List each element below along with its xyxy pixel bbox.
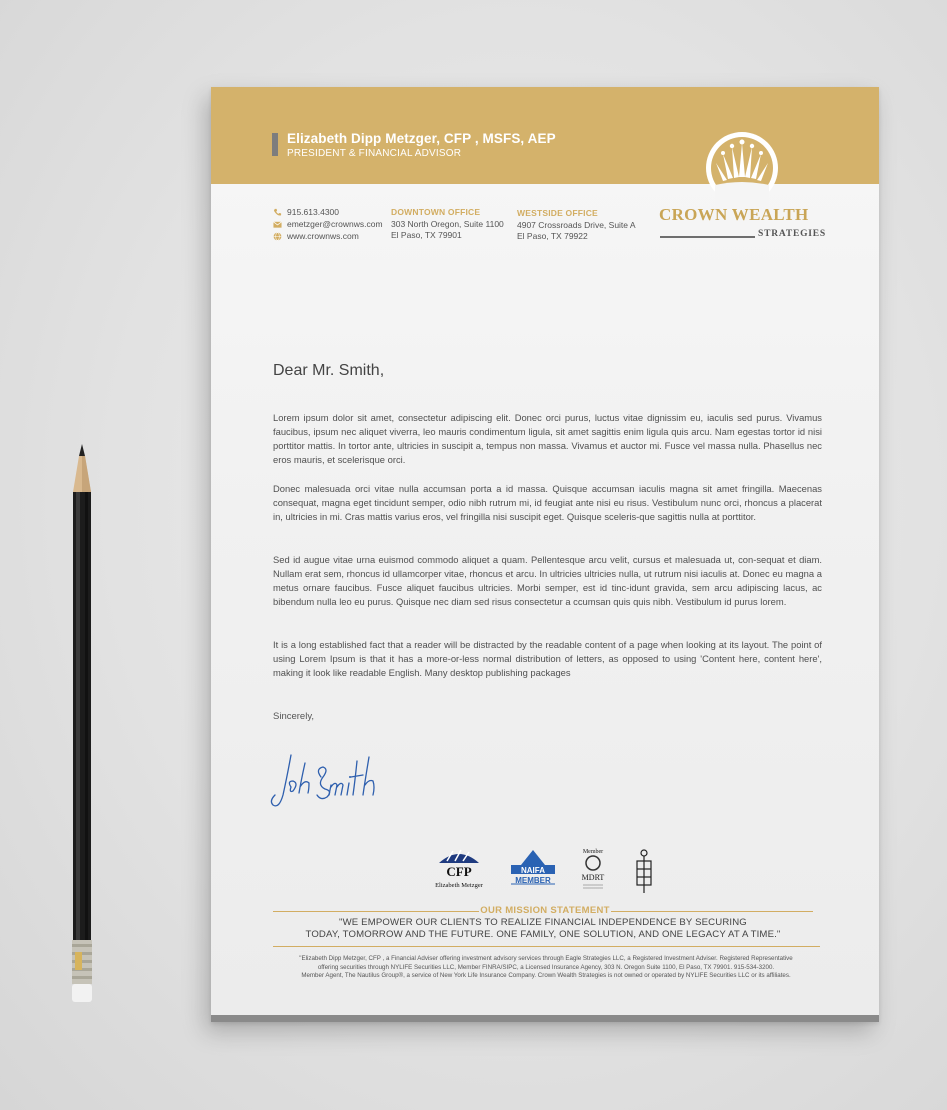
contact-phone: [273, 206, 383, 218]
mdrt-seal-icon: [586, 856, 600, 870]
disclaimer: [268, 955, 824, 981]
mission-line: "WE EMPOWER OUR CLIENTS TO REALIZE FINANCIAL INDEPENDENCE BY SECURING: [339, 917, 747, 928]
letter-greeting: Dear Mr. Smith,: [273, 362, 385, 379]
disclaimer-line: offering securities through NYLIFE Securities LLC, Member FINRA/SIPC, a Licensed Insurance Agency, 303 N. Oregon Suite 1100, El Paso, TX 79901. 915-534-3200.: [317, 963, 775, 971]
badges-row: [433, 847, 663, 897]
cfp-name: Elizabeth Metzger: [435, 882, 483, 889]
office-heading: WESTSIDE OFFICE: [517, 208, 598, 218]
body-paragraph: Lorem ipsum dolor sit amet, consectetur adipiscing elit. Donec orci purus, luctus vitae dignissim eu, iaculis sed purus. Vivamus faucibus, ipsum nec aliquet viverra, leo mauris condimentum ligula, sit amet sagittis enim ligula quis arcu. Nam egestas tortor id nisi porttitor mattis. In tortor ante, ultricies in suscipit a, tempus non massa. Vivamus et auctor mi. Fusce vel massa nulla. Phasellus nec eros mauris, et scelerisque orci.: [273, 412, 822, 465]
mdrt-label: MDRT: [581, 873, 605, 882]
disclaimer-line: "Elizabeth Dipp Metzger, CFP , a Financial Adviser offering investment advisory services through Eagle Strategies LLC, a Registered Investment Adviser. Registered Representative: [299, 955, 793, 962]
office-line: 4907 Crossroads Drive, Suite A: [517, 219, 636, 230]
logo-wordmark: CROWN WEALTH: [659, 205, 809, 224]
advisor-name: Elizabeth Dipp Metzger, CFP , MSFS, AEP: [287, 131, 556, 146]
handwritten-signature: [269, 747, 389, 813]
office-line: El Paso, TX 79901: [391, 230, 462, 240]
westside-office: [517, 208, 636, 243]
membership-badges: [433, 847, 663, 897]
naifa-member: MEMBER: [515, 876, 551, 885]
body-paragraph: Donec malesuada orci vitae nulla accumsan porta a id massa. Quisque accumsan iaculis magna sit amet fringilla. Maecenas consequat, magna eget tincidunt semper, odio nibh rutrum mi, id feugiat ante nisi eu risus. Vestibulum nunc orci, rhoncus a placerat in, ultricies in mi. Cras mattis varius eros, vel fringilla nisi suscipit eget. Quisque sceleris-que sagittis nulla at porttitor.: [273, 483, 822, 522]
contact-email: [273, 218, 383, 230]
office-line: 303 North Oregon, Suite 1100: [391, 218, 504, 229]
cfp-mark: CFP: [446, 864, 472, 879]
mdrt-member: Member: [582, 849, 604, 855]
contact-block: [273, 206, 383, 242]
cfp-badge-icon: [439, 850, 479, 863]
downtown-office: [391, 207, 504, 242]
phone-text: 915.613.4300: [287, 207, 339, 217]
mission-rule-right: [611, 911, 813, 912]
closing: Sincerely,: [273, 711, 315, 722]
office-line: El Paso, TX 79922: [517, 231, 588, 241]
body-paragraph: Sed id augue vitae urna euismod commodo aliquet a quam. Pellentesque arcu velit, cursus et malesuada ut, con-sequat et diam. Nullam erat sem, rhoncus id ullamcorper vitae, rhoncus et arcu. In ultricies ultricies nulla, ut rutrum nisi iaculis at. Donec eu magna a metus ornare faucibus. Fusce aliquet faucibus ultricies. Morbi semper, est id tinc-idunt gravida, sem arcu adipiscing lacus, ac bibendum nulla leo eu purus. Quisque nec diam sed risus consectetur a ccumsan quis quis nibh. Vestibulum id purus lorem.: [273, 554, 822, 607]
paper-edge: [211, 1015, 879, 1022]
mission-rule-left: [273, 911, 479, 912]
advisor-title: PRESIDENT & FINANCIAL ADVISOR: [287, 148, 462, 159]
pencil-image: [67, 444, 97, 1006]
mission-statement: [273, 917, 813, 941]
logo-subtitle: STRATEGIES: [758, 229, 827, 239]
logo-divider: [660, 236, 755, 238]
web-text: www.crownws.com: [287, 231, 359, 241]
phone-icon: [273, 208, 282, 217]
letterhead-paper: [211, 87, 879, 1022]
body-paragraph: It is a long established fact that a reader will be distracted by the readable content of a page when looking at its layout. The point of using Lorem Ipsum is that it has a more-or-less normal distribution of letters, as opposed to using 'Content here, content here', making it look like readable English. Many desktop publishing packages: [273, 639, 822, 678]
globe-icon: [273, 232, 282, 241]
crown-icon: [703, 129, 781, 207]
mission-line: TODAY, TOMORROW AND THE FUTURE. ONE FAMILY, ONE SOLUTION, AND ONE LEGACY AT A TIME.": [305, 929, 781, 940]
mission-rule-bottom: [273, 946, 820, 947]
contact-web: [273, 230, 383, 242]
email-text: emetzger@crownws.com: [287, 219, 383, 229]
naifa-label: NAIFA: [521, 866, 545, 875]
disclaimer-line: Member Agent, The Nautilus Group®, a service of New York Life Insurance Company. Crown Wealth Strategies is not owned or operated by NYLIFE Securities LLC or its affiliates.: [301, 972, 791, 980]
accent-bar: [272, 133, 278, 156]
mission-heading: OUR MISSION STATEMENT: [480, 905, 610, 916]
email-icon: [273, 220, 282, 229]
office-heading: DOWNTOWN OFFICE: [391, 207, 481, 217]
emblem-icon: [637, 850, 651, 893]
